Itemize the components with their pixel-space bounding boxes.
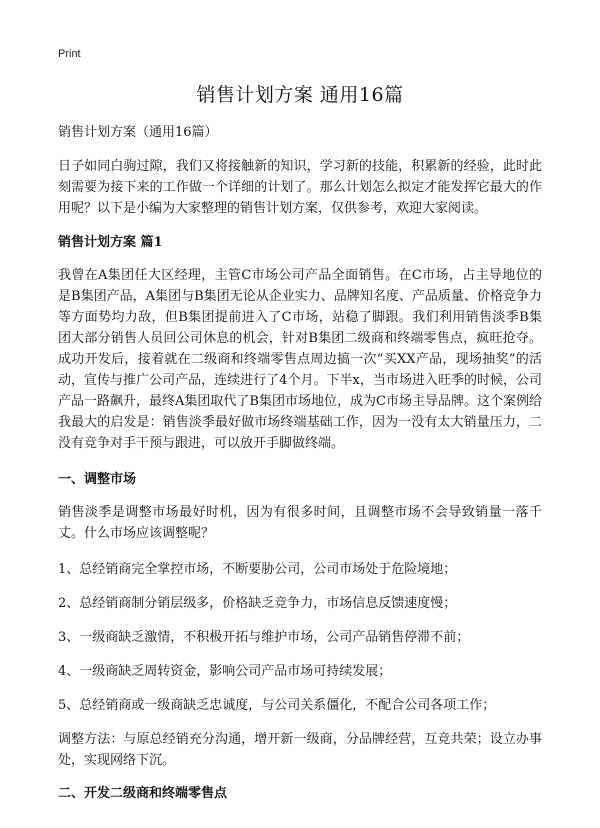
- list-item: 2、总经销商制分销层级多，价格缺乏竞争力，市场信息反馈速度慢；: [58, 596, 457, 611]
- section2-heading: 二、开发二级商和终端零售点: [58, 786, 228, 801]
- document-title: 销售计划方案 通用16篇: [196, 84, 404, 106]
- article-heading: 销售计划方案 篇1: [58, 235, 163, 250]
- section1-intro-paragraph: 销售淡季是调整市场最好时机，因为有很多时间，且调整市场不会导致销量一落千丈。什么市场应该调整呢？: [58, 505, 542, 541]
- document-content: [58, 122, 542, 816]
- print-label: Print: [58, 48, 81, 60]
- intro-paragraph: 日子如同白驹过隙，我们又将接触新的知识，学习新的技能，积累新的经验，此时此刻需要为接下来的工作做一个详细的计划了。那么计划怎么拟定才能发挥它最大的作用呢？以下是小编为大家整理的销售计划方案，仅供参考，欢迎大家阅读。: [58, 159, 542, 216]
- list-item: 1、总经销商完全掌控市场，不断要胁公司，公司市场处于危险境地；: [58, 562, 457, 577]
- article-body-paragraph: 我曾在A集团任大区经理，主管C市场公司产品全面销售。在C市场，占主导地位的是B集团产品，A集团与B集团无论从企业实力、品牌知名度、产品质量、价格竞争力等方面势均力敌，但B集团提前进入了C市场，站稳了脚跟。我们利用销售淡季B集团大部分销售人员回公司休息的机会，针对B集团二级商和终端零售点，疯旺抢夺。成功开发后，接着就在二级商和终端零售点周边搞一次“买XX产品，现场抽奖”的活动，宣传与推广公司产品，连续进行了4个月。下半x，当市场进入旺季的时候，公司产品一路飙升，最终A集团取代了B集团市场地位，成为C市场主导品牌。这个案例给我最大的启发是：销售淡季最好做市场终端基础工作，因为一没有太大销量压力，二没有竞争对手干预与跟进，可以放开手脚做终端。: [58, 268, 542, 451]
- document-subtitle: 销售计划方案（通用16篇）: [58, 125, 218, 140]
- list-item: 5、总经销商或一级商缺乏忠诚度，与公司关系僵化，不配合公司各项工作；: [58, 698, 496, 713]
- section1-method-paragraph: 调整方法：与原总经销充分沟通，增开新一级商，分品牌经营，互竞共荣；设立办事处，实现网络下沉。: [58, 732, 542, 768]
- list-item: 4、一级商缺乏周转资金，影响公司产品市场可持续发展；: [58, 664, 392, 679]
- list-item: 3、一级商缺乏激情，不积极开拓与维护市场，公司产品销售停滞不前；: [58, 630, 470, 645]
- section1-heading: 一、调整市场: [58, 472, 137, 487]
